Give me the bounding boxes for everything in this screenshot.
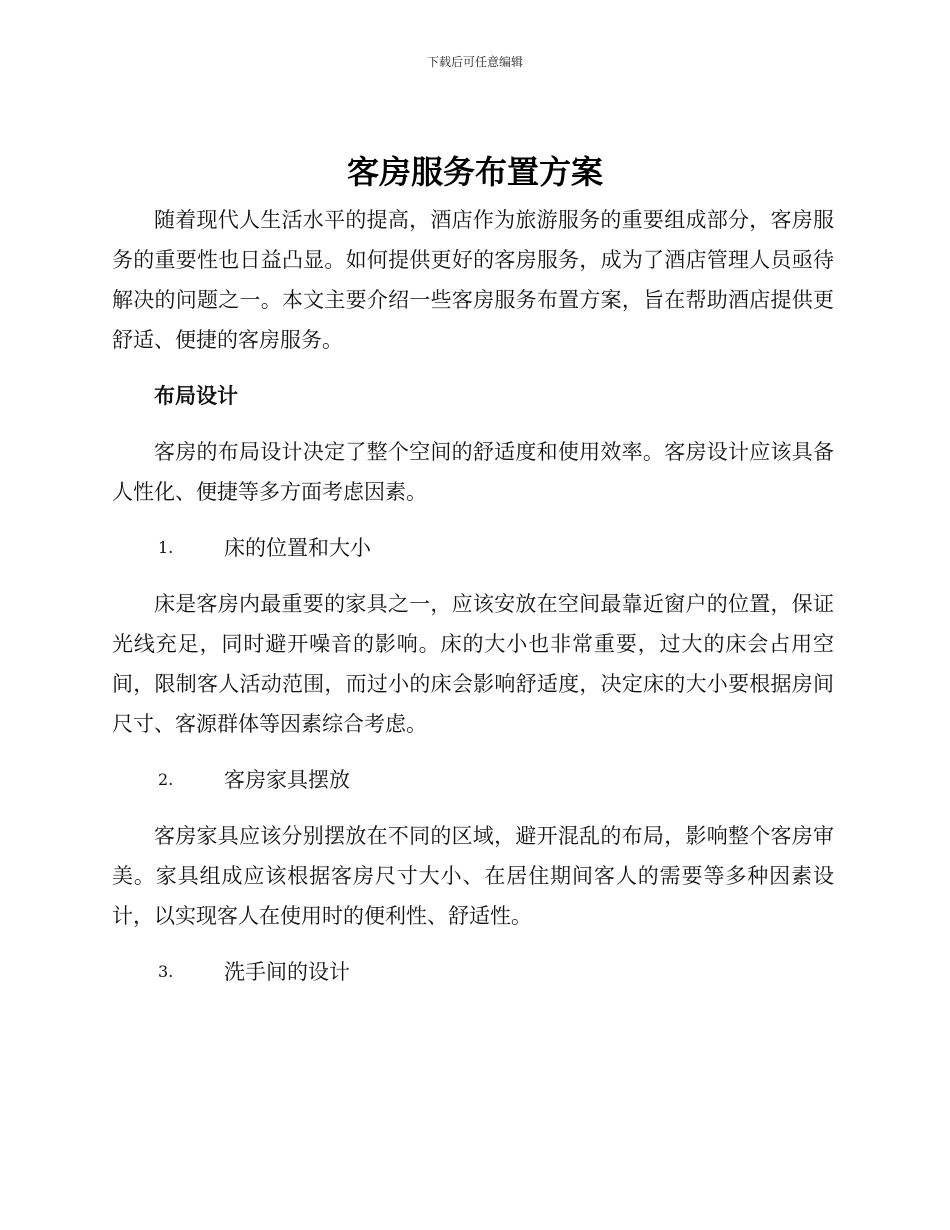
list-label: 客房家具摆放 (224, 768, 350, 792)
list-item-paragraph: 床是客房内最重要的家具之一，应该安放在空间最靠近窗户的位置，保证光线充足，同时避开噪音的影响。床的大小也非常重要，过大的床会占用空间，限制客人活动范围，而过小的床会影响舒适度，决定床的大小要根据房间尺寸、客源群体等因素综合考虑。 (112, 592, 834, 736)
document-body (112, 200, 834, 992)
list-number: 3. (158, 962, 174, 981)
document-title: 客房服务布置方案 (346, 153, 603, 191)
section-heading-layout: 布局设计 (154, 384, 238, 408)
list-item (112, 952, 834, 992)
list-item (112, 528, 834, 568)
list-number: 1. (158, 538, 174, 557)
list-label: 床的位置和大小 (224, 536, 371, 560)
page-header: 下载后可任意编辑 (426, 55, 523, 69)
section-paragraph: 客房的布局设计决定了整个空间的舒适度和使用效率。客房设计应该具备人性化、便捷等多方面考虑因素。 (112, 440, 834, 504)
intro-paragraph: 随着现代人生活水平的提高，酒店作为旅游服务的重要组成部分，客房服务的重要性也日益凸显。如何提供更好的客房服务，成为了酒店管理人员亟待解决的问题之一。本文主要介绍一些客房服务布置方案，旨在帮助酒店提供更舒适、便捷的客房服务。 (112, 208, 834, 352)
list-item (112, 760, 834, 800)
list-item-paragraph: 客房家具应该分别摆放在不同的区域，避开混乱的布局，影响整个客房审美。家具组成应该根据客房尺寸大小、在居住期间客人的需要等多种因素设计，以实现客人在使用时的便利性、舒适性。 (112, 824, 834, 928)
list-number: 2. (158, 770, 174, 789)
list-label: 洗手间的设计 (224, 960, 350, 984)
